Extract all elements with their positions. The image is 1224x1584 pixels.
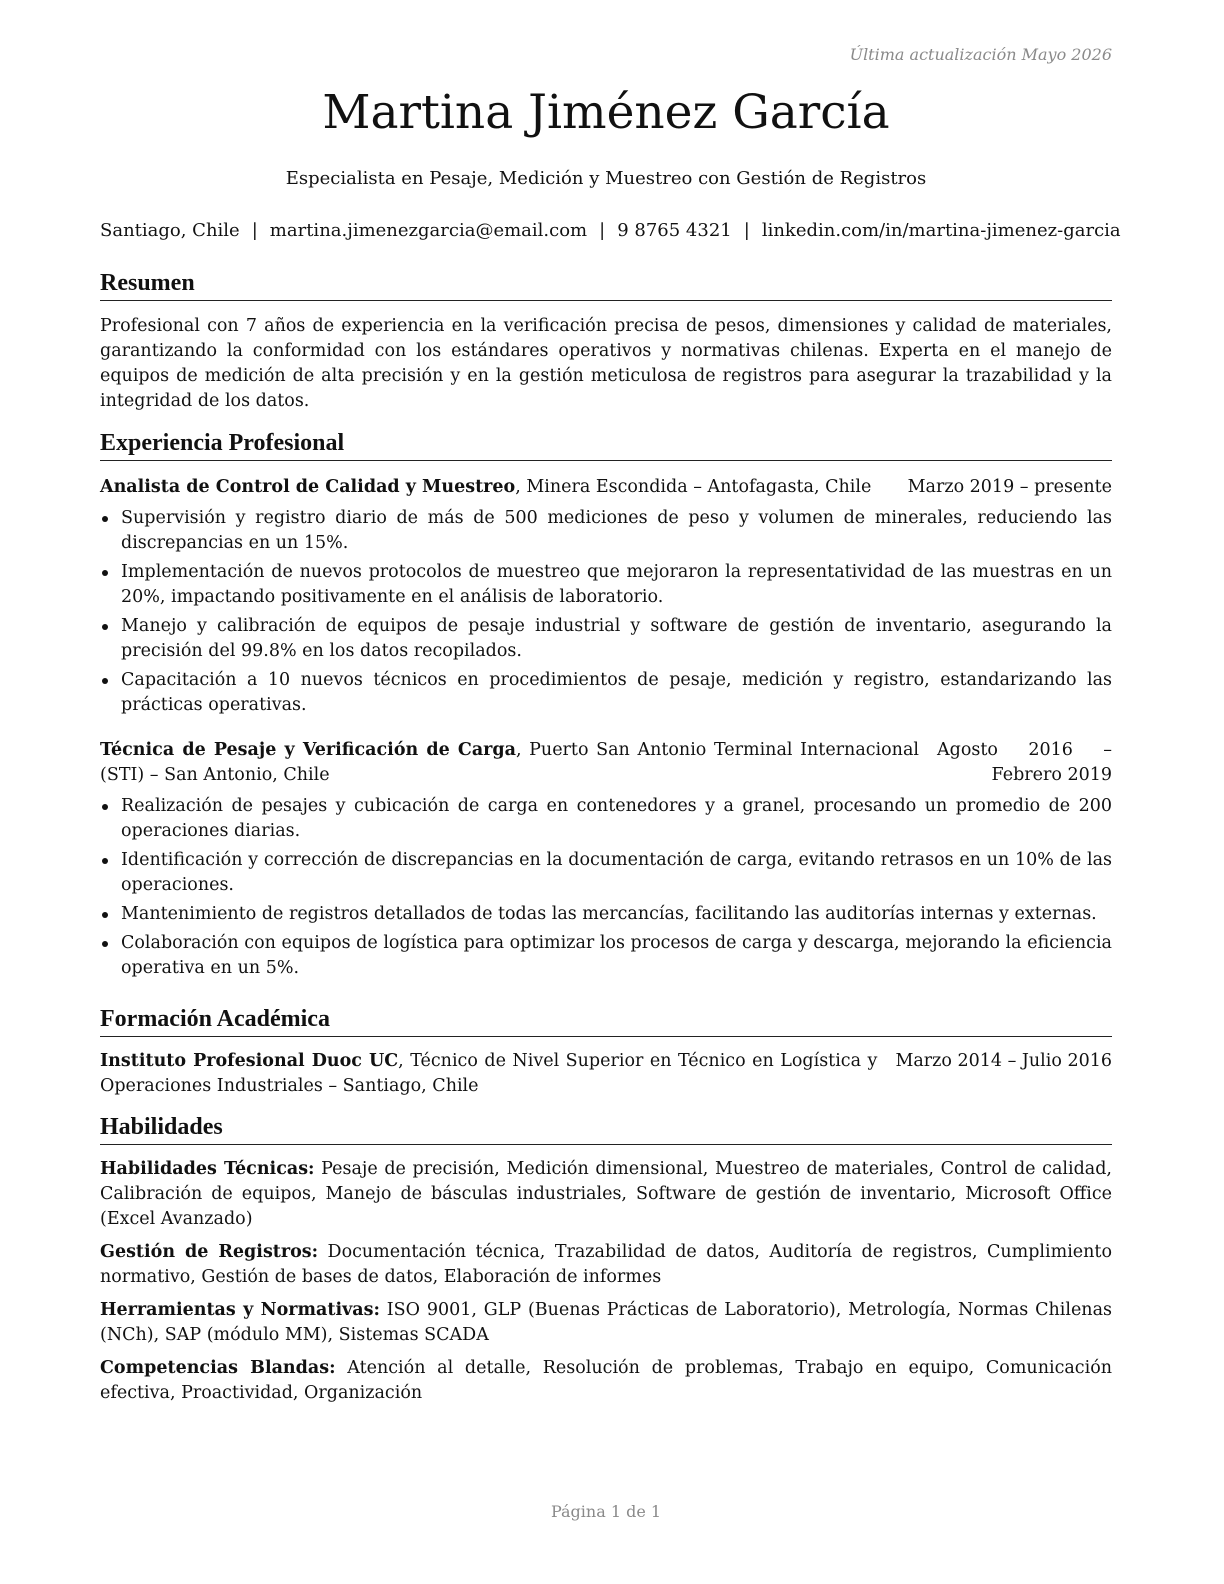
skill-group-text: Documentación técnica, Trazabilidad de datos, Auditoría de registros, Cumplimiento normativo, Gestión de bases de datos, Elaboración de informes	[100, 1241, 1112, 1287]
bullet-text: Manejo y calibración de equipos de pesaje industrial y software de gestión de inventario, asegurando la precisión del 99.8% en los datos recopilados.	[121, 615, 1112, 661]
last-updated: Última actualización Mayo 2026	[849, 45, 1112, 64]
section-title-education: Formación Académica	[100, 1006, 1112, 1037]
section-title-experience: Experiencia Profesional	[100, 430, 1112, 461]
education-dates: Marzo 2014 – Julio 2016	[895, 1050, 1112, 1071]
list-item	[100, 614, 1112, 664]
skill-group-label: Gestión de Registros:	[100, 1241, 319, 1262]
bullet-icon	[102, 941, 108, 947]
page-number: Página 1 de 1	[550, 1502, 662, 1521]
list-item	[100, 506, 1112, 556]
bullet-icon	[102, 858, 108, 864]
job-dates: Marzo 2019 – presente	[907, 476, 1112, 497]
contact-separator: |	[599, 220, 606, 241]
bullet-text: Realización de pesajes y cubicación de carga en contenedores y a granel, procesando un promedio de 200 operaciones diarias.	[121, 795, 1112, 841]
bullet-text: Implementación de nuevos protocolos de muestreo que mejoraron la representatividad de las muestras en un 20%, impactando positivamente en el análisis de laboratorio.	[121, 561, 1112, 607]
contact-phone: 9 8765 4321	[617, 220, 732, 241]
summary-text: Profesional con 7 años de experiencia en la verificación precisa de pesos, dimensiones y calidad de materiales, garantizando la conformidad con los estándares operativos y normativas chilenas. Experta en el manejo de equipos de medición de alta precisión y en la gestión meticulosa de registros para asegurar la trazabilidad y la integridad de los datos.	[100, 315, 1112, 411]
contact-separator: |	[251, 220, 258, 241]
section-title-summary: Resumen	[100, 270, 1112, 301]
section-title-skills: Habilidades	[100, 1114, 1112, 1145]
job-bullets	[100, 794, 1112, 981]
job-entry	[100, 738, 1112, 981]
bullet-icon	[102, 624, 108, 630]
education-degree: , Técnico de Nivel Superior en Técnico en Logística y Operaciones Industriales – Santiago, Chile	[100, 1050, 878, 1096]
contact-location: Santiago, Chile	[100, 220, 240, 241]
job-bullets	[100, 506, 1112, 718]
skill-group	[100, 1356, 1112, 1406]
job-role: Técnica de Pesaje y Verificación de Carga	[100, 739, 516, 760]
list-item	[100, 794, 1112, 844]
bullet-text: Identificación y corrección de discrepancias en la documentación de carga, evitando retrasos en un 10% de las operaciones.	[121, 849, 1112, 895]
list-item	[100, 931, 1112, 981]
skill-group-text: Atención al detalle, Resolución de problemas, Trabajo en equipo, Comunicación efectiva, Proactividad, Organización	[100, 1357, 1113, 1403]
contact-linkedin[interactable]: linkedin.com/in/martina-jimenez-garcia	[761, 220, 1121, 241]
bullet-icon	[102, 570, 108, 576]
bullet-text: Mantenimiento de registros detallados de todas las mercancías, facilitando las auditorías internas y externas.	[121, 903, 1097, 924]
skill-group-text: ISO 9001, GLP (Buenas Prácticas de Laboratorio), Metrología, Normas Chilenas (NCh), SAP (módulo MM), Sistemas SCADA	[100, 1299, 1112, 1345]
job-role: Analista de Control de Calidad y Muestreo	[100, 476, 516, 497]
job-header	[100, 475, 1112, 500]
skill-group-label: Habilidades Técnicas:	[100, 1158, 315, 1179]
list-item	[100, 560, 1112, 610]
resume-page	[100, 0, 1121, 1584]
experience-section	[100, 430, 1112, 985]
contact-separator: |	[743, 220, 750, 241]
bullet-text: Colaboración con equipos de logística para optimizar los procesos de carga y descarga, mejorando la eficiencia operativa en un 5%.	[121, 932, 1112, 978]
list-item	[100, 848, 1112, 898]
candidate-name: Martina Jiménez García	[322, 85, 890, 140]
education-entry	[100, 1049, 1112, 1099]
job-org: , Minera Escondida – Antofagasta, Chile	[515, 476, 872, 497]
contact-line	[100, 220, 1121, 241]
job-org: , Puerto San Antonio Terminal Internacional (STI) – San Antonio, Chile	[100, 739, 919, 785]
job-dates: Agosto 2016 – Febrero 2019	[937, 739, 1112, 785]
bullet-text: Capacitación a 10 nuevos técnicos en procedimientos de pesaje, medición y registro, estandarizando las prácticas operativas.	[121, 669, 1112, 715]
skills-section	[100, 1114, 1112, 1406]
skill-group	[100, 1157, 1112, 1232]
contact-email[interactable]: martina.jimenezgarcia@email.com	[269, 220, 588, 241]
education-institution: Instituto Profesional Duoc UC	[100, 1050, 399, 1071]
job-header	[100, 738, 1112, 788]
summary-section	[100, 270, 1112, 414]
skill-group	[100, 1240, 1112, 1290]
bullet-icon	[102, 516, 108, 522]
job-entry	[100, 475, 1112, 718]
education-section	[100, 1006, 1112, 1099]
bullet-icon	[102, 912, 108, 918]
skill-group-text: Pesaje de precisión, Medición dimensional, Muestreo de materiales, Control de calidad, Calibración de equipos, Manejo de básculas industriales, Software de gestión de inventario, Microsoft Office (Excel Avanzado)	[100, 1158, 1112, 1229]
skill-group-label: Competencias Blandas:	[100, 1357, 336, 1378]
candidate-tagline: Especialista en Pesaje, Medición y Muestreo con Gestión de Registros	[285, 168, 927, 189]
list-item	[100, 902, 1112, 927]
bullet-icon	[102, 804, 108, 810]
skill-group-label: Herramientas y Normativas:	[100, 1299, 380, 1320]
bullet-icon	[102, 678, 108, 684]
bullet-text: Supervisión y registro diario de más de 500 mediciones de peso y volumen de minerales, reduciendo las discrepancias en un 15%.	[121, 507, 1112, 553]
list-item	[100, 668, 1112, 718]
skill-group	[100, 1298, 1112, 1348]
